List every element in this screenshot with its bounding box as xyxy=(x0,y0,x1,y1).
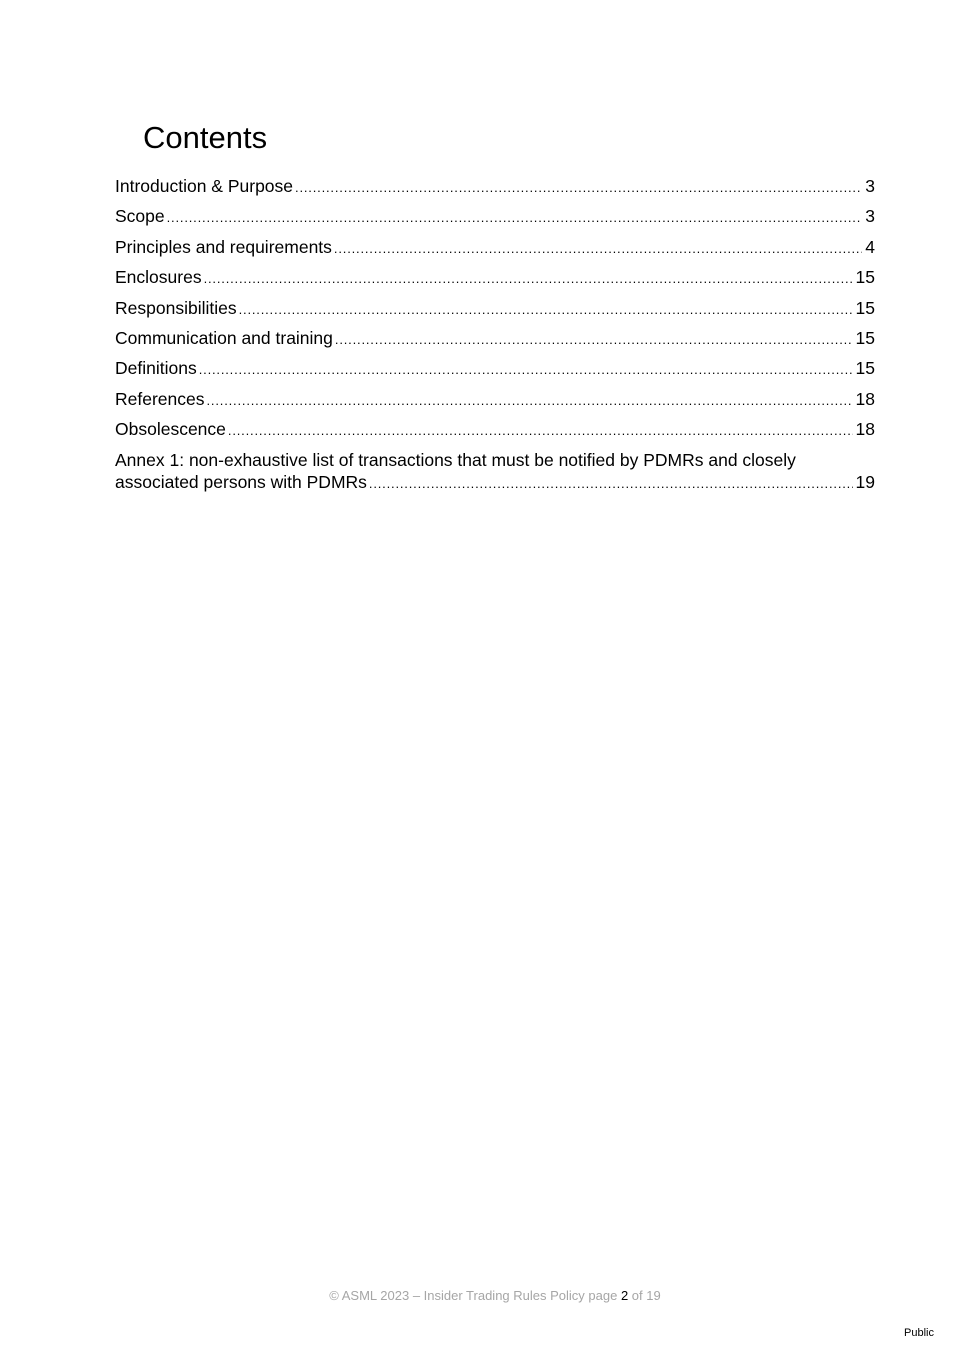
classification-label: Public xyxy=(904,1327,934,1339)
toc-entry-page: 15 xyxy=(855,327,875,348)
footer-page-number: 2 xyxy=(620,1288,629,1303)
dot-leader xyxy=(207,390,853,412)
toc-entry-title: Scope xyxy=(115,206,165,227)
toc-entry-definitions[interactable] xyxy=(115,357,875,387)
toc-entry-scope[interactable] xyxy=(115,205,875,235)
dot-leader xyxy=(167,207,863,229)
toc-entry-title: Introduction & Purpose xyxy=(115,176,294,196)
toc-entry-page: 15 xyxy=(855,267,875,288)
dot-leader xyxy=(334,238,862,260)
dot-leader xyxy=(199,359,853,381)
page-title: Contents xyxy=(143,120,268,155)
toc-entry-page: 18 xyxy=(855,388,875,409)
toc-entry-page: 15 xyxy=(855,358,875,379)
dot-leader xyxy=(369,473,853,495)
dot-leader xyxy=(335,329,853,351)
footer-text: © ASML 2023 – Insider Trading Rules Policy page xyxy=(329,1288,621,1303)
toc-entry-communication[interactable] xyxy=(115,327,875,357)
toc-entry-page: 4 xyxy=(865,236,875,257)
toc-entry-principles[interactable] xyxy=(115,236,875,266)
page-footer xyxy=(0,1288,966,1303)
toc-entry-title: Obsolescence xyxy=(115,419,226,440)
toc-entry-obsolescence[interactable] xyxy=(115,418,875,448)
table-of-contents xyxy=(115,175,875,495)
dot-leader xyxy=(204,268,853,290)
toc-entry-introduction[interactable] xyxy=(115,175,875,205)
toc-entry-title: Communication and training xyxy=(115,327,333,348)
toc-entry-title-continued: associated persons with PDMRs xyxy=(115,471,367,492)
toc-entry-page: 3 xyxy=(865,176,875,196)
toc-entry-references[interactable] xyxy=(115,388,875,418)
dot-leader xyxy=(228,420,853,442)
toc-entry-title: Responsibilities xyxy=(115,297,237,318)
toc-entry-title: Annex 1: non-exhaustive list of transactions that must be notified by PDMRs and closely xyxy=(115,449,796,470)
toc-entry-title: Definitions xyxy=(115,358,197,379)
toc-entry-page: 19 xyxy=(855,471,875,492)
toc-entry-responsibilities[interactable] xyxy=(115,297,875,327)
toc-entry-title: Enclosures xyxy=(115,267,202,288)
dot-leader xyxy=(295,177,862,199)
toc-entry-page: 18 xyxy=(855,419,875,440)
footer-page-total: of 19 xyxy=(628,1288,661,1303)
toc-entry-enclosures[interactable] xyxy=(115,266,875,296)
toc-entry-annex-1[interactable] xyxy=(115,449,875,495)
toc-entry-title: Principles and requirements xyxy=(115,236,332,257)
toc-entry-page: 15 xyxy=(855,297,875,318)
dot-leader xyxy=(239,299,853,321)
toc-entry-title: References xyxy=(115,388,205,409)
toc-entry-page: 3 xyxy=(865,206,875,227)
